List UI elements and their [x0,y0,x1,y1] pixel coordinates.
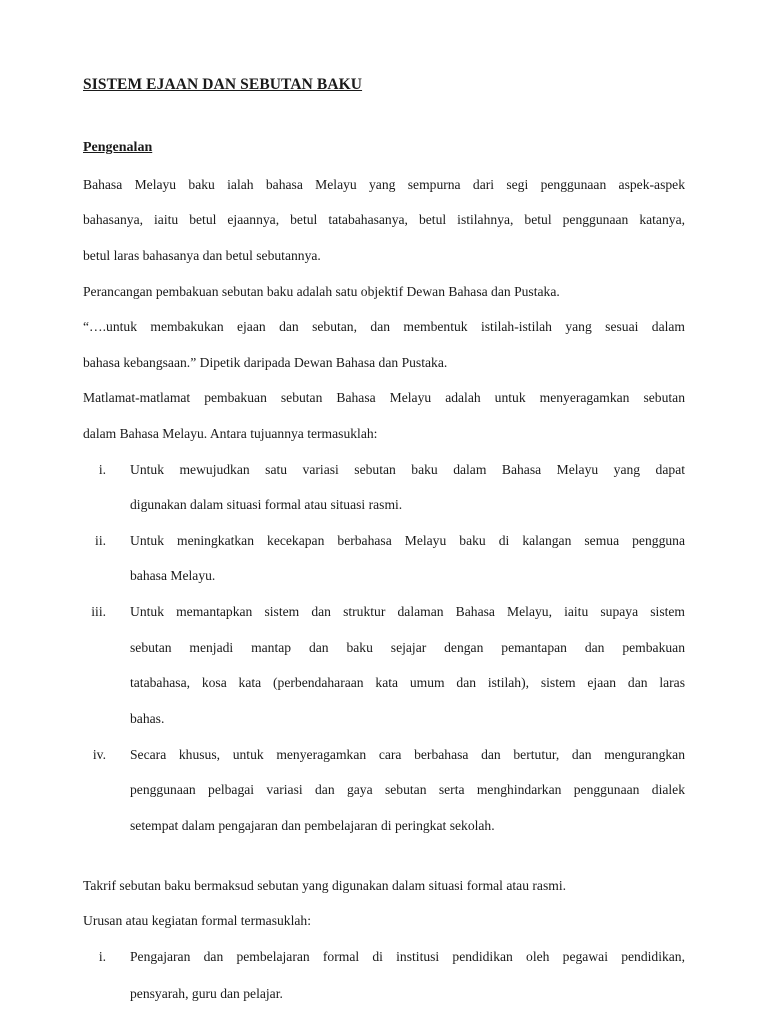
intro-line: Bahasa Melayu baku ialah bahasa Melayu yang sempurna dari segi penggunaan aspek-aspek [83,177,685,192]
intro-line: dalam Bahasa Melayu. Antara tujuannya termasuklah: [83,426,378,441]
intro-line: bahasanya, iaitu betul ejaannya, betul tatabahasanya, betul istilahnya, betul penggunaan katanya, [83,212,685,227]
list-item-line: setempat dalam pengajaran dan pembelajaran di peringkat sekolah. [130,818,495,833]
list-item-line: Untuk memantapkan sistem dan struktur dalaman Bahasa Melayu, iaitu supaya sistem [130,604,685,619]
list-number: iii. [91,604,106,619]
list-number: i. [98,949,106,964]
list-item-line: bahas. [130,711,165,726]
list-item-line: sebutan menjadi mantap dan baku sejajar dengan pemantapan dan pembakuan [130,640,685,655]
intro-line: Matlamat-matlamat pembakuan sebutan Bahasa Melayu adalah untuk menyeragamkan sebutan [83,390,685,405]
intro-line: bahasa kebangsaan.” Dipetik daripada Dewan Bahasa dan Pustaka. [83,355,448,370]
list-item-line: penggunaan pelbagai variasi dan gaya sebutan serta menghindarkan penggunaan dialek [130,782,685,797]
definition-line: Takrif sebutan baku bermaksud sebutan yang digunakan dalam situasi formal atau rasmi. [83,878,566,893]
list-item-line: Pengajaran dan pembelajaran formal di institusi pendidikan oleh pegawai pendidikan, [130,949,685,964]
list-number: i. [98,462,106,477]
intro-line: betul laras bahasanya dan betul sebutannya. [83,248,321,263]
list-item-line: pensyarah, guru dan pelajar. [130,986,283,1001]
intro-line: “….untuk membakukan ejaan dan sebutan, dan membentuk istilah-istilah yang sesuai dalam [83,319,685,334]
list-item-line: Untuk meningkatkan kecekapan berbahasa Melayu baku di kalangan semua pengguna [130,533,685,548]
list-item-line: digunakan dalam situasi formal atau situasi rasmi. [130,497,403,512]
section-heading: Pengenalan [83,140,153,155]
list-item-line: tatabahasa, kosa kata (perbendaharaan kata umum dan istilah), sistem ejaan dan laras [130,675,685,690]
intro-line: Perancangan pembakuan sebutan baku adalah satu objektif Dewan Bahasa dan Pustaka. [83,284,560,299]
definition-line: Urusan atau kegiatan formal termasuklah: [83,913,311,928]
list-item-line: Untuk mewujudkan satu variasi sebutan baku dalam Bahasa Melayu yang dapat [130,462,685,477]
list-item-line: bahasa Melayu. [130,568,216,583]
list-item-line: Secara khusus, untuk menyeragamkan cara berbahasa dan bertutur, dan mengurangkan [130,747,685,762]
list-number: iv. [92,747,106,762]
document-title: SISTEM EJAAN DAN SEBUTAN BAKU [83,76,363,93]
list-number: ii. [95,533,106,548]
